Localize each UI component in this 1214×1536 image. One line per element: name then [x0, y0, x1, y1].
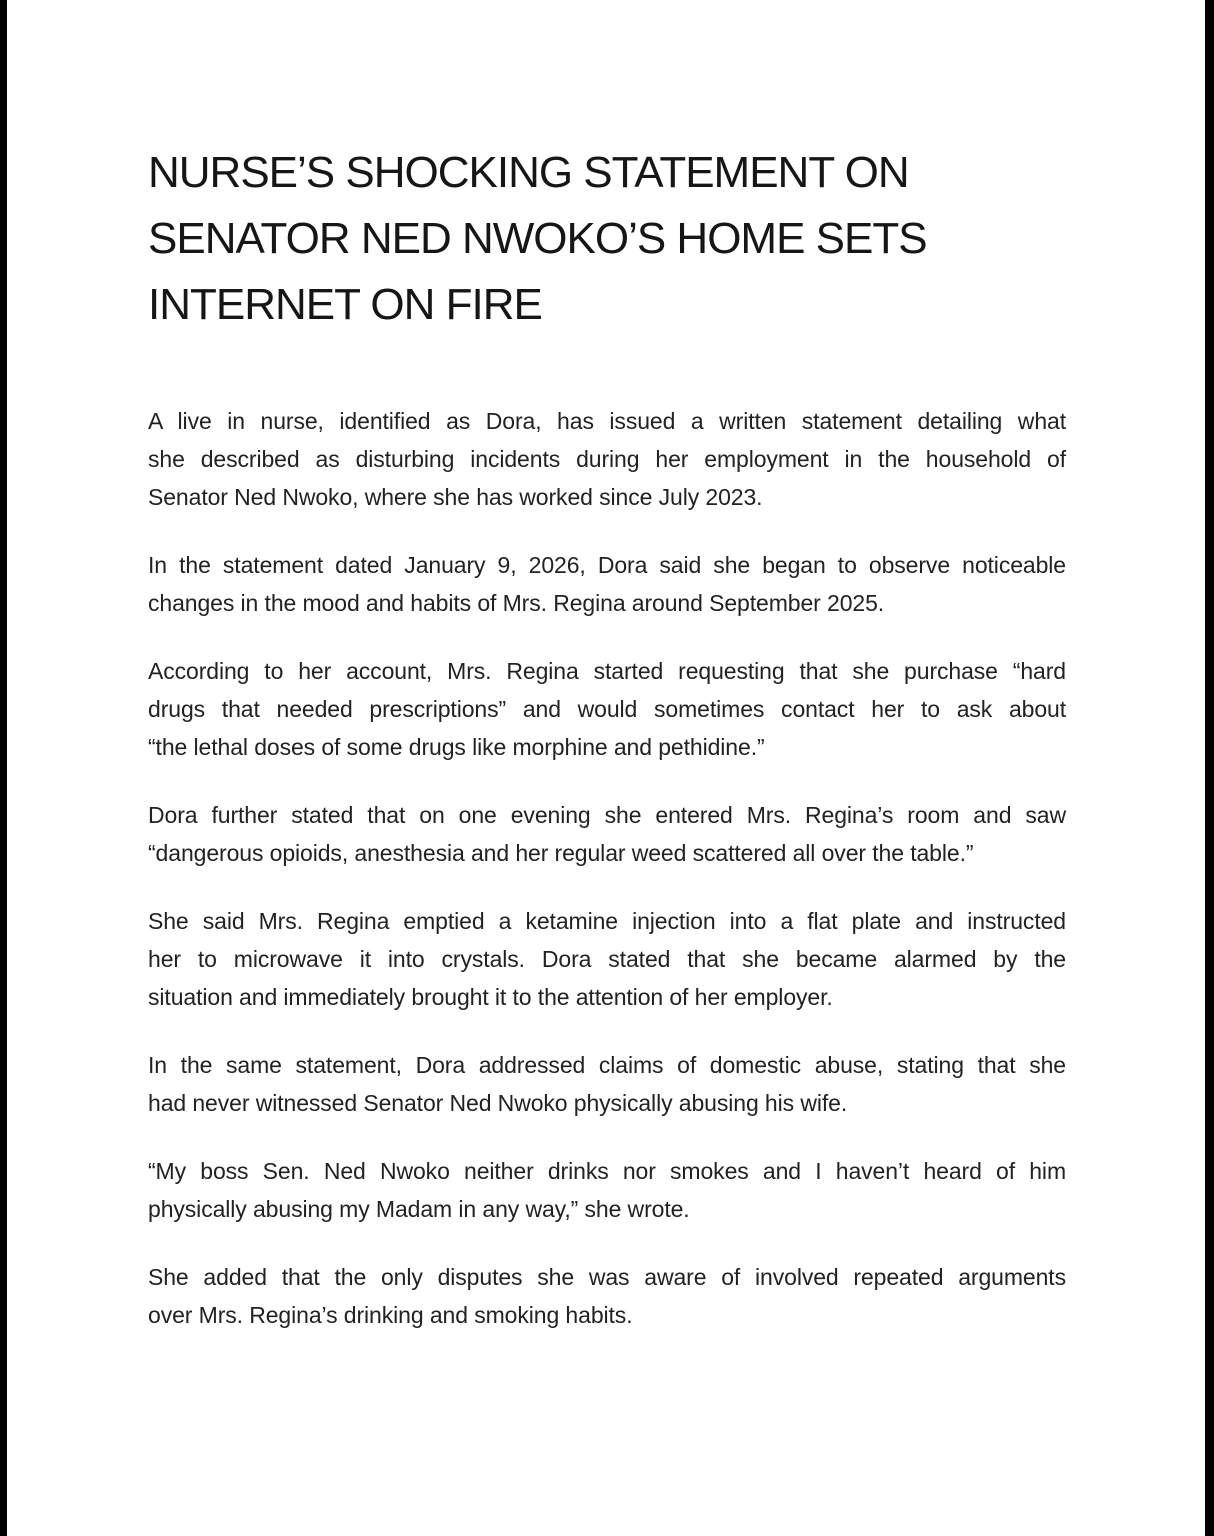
paragraph-line: In the same statement, Dora addressed claims of domestic abuse, stating that she	[148, 1052, 1066, 1078]
paragraph-line: Dora further stated that on one evening she entered Mrs. Regina’s room and saw	[148, 802, 1066, 828]
paragraph	[148, 652, 1066, 766]
paragraph	[148, 546, 1066, 622]
paragraph-line: situation and immediately brought it to the attention of her employer.	[148, 984, 833, 1010]
paragraph	[148, 1152, 1066, 1228]
paragraph-line: A live in nurse, identified as Dora, has issued a written statement detailing what	[148, 408, 1066, 434]
paragraph-line: She added that the only disputes she was aware of involved repeated arguments	[148, 1264, 1066, 1290]
paragraph-line: physically abusing my Madam in any way,” she wrote.	[148, 1196, 690, 1222]
article-title-line: SENATOR NED NWOKO’S HOME SETS	[148, 214, 927, 263]
paragraph-line: “dangerous opioids, anesthesia and her regular weed scattered all over the table.”	[148, 840, 974, 866]
paragraph-line: had never witnessed Senator Ned Nwoko physically abusing his wife.	[148, 1090, 848, 1116]
paragraph-line: her to microwave it into crystals. Dora stated that she became alarmed by the	[148, 946, 1066, 972]
paragraph-line: “the lethal doses of some drugs like morphine and pethidine.”	[148, 734, 765, 760]
article-title-line: INTERNET ON FIRE	[148, 280, 542, 329]
paragraph	[148, 796, 1066, 872]
document-page	[148, 140, 1066, 1364]
paragraph-line: According to her account, Mrs. Regina started requesting that she purchase “hard	[148, 658, 1066, 684]
paragraph-line: changes in the mood and habits of Mrs. Regina around September 2025.	[148, 590, 885, 616]
paragraph-line: “My boss Sen. Ned Nwoko neither drinks nor smokes and I haven’t heard of him	[148, 1158, 1066, 1184]
paragraph	[148, 1258, 1066, 1334]
paragraph-line: over Mrs. Regina’s drinking and smoking habits.	[148, 1302, 633, 1328]
paragraph	[148, 402, 1066, 516]
left-edge-bar	[0, 0, 7, 1536]
right-edge-bar	[1205, 0, 1214, 1536]
paragraph-line: She said Mrs. Regina emptied a ketamine injection into a flat plate and instructed	[148, 908, 1066, 934]
paragraph-line: In the statement dated January 9, 2026, Dora said she began to observe noticeable	[148, 552, 1066, 578]
paragraph	[148, 1046, 1066, 1122]
paragraph-line: Senator Ned Nwoko, where she has worked since July 2023.	[148, 484, 763, 510]
paragraph	[148, 902, 1066, 1016]
paragraph-line: drugs that needed prescriptions” and would sometimes contact her to ask about	[148, 696, 1066, 722]
article-title-line: NURSE’S SHOCKING STATEMENT ON	[148, 148, 909, 197]
paragraph-line: she described as disturbing incidents during her employment in the household of	[148, 446, 1066, 472]
article-title	[148, 140, 1066, 338]
article-body	[148, 402, 1066, 1334]
